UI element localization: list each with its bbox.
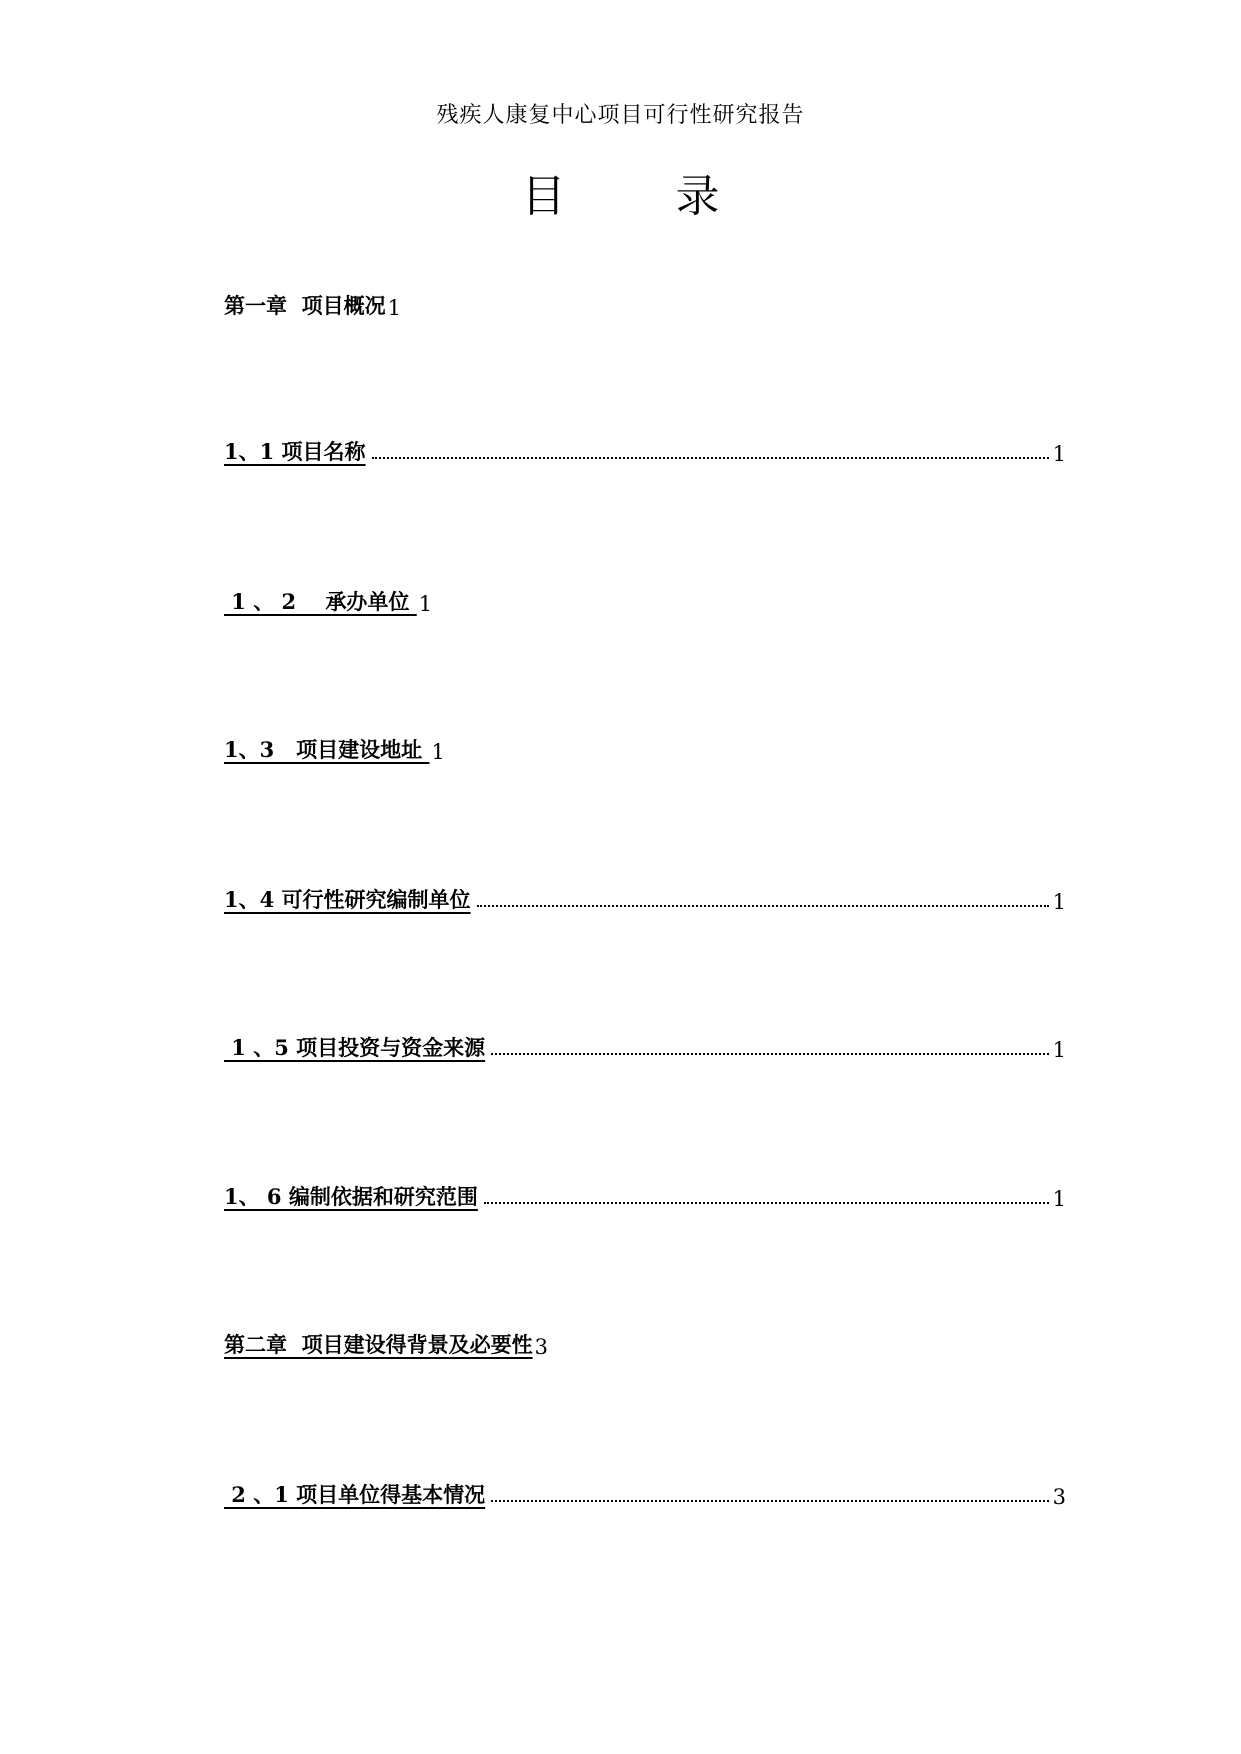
toc-entry-page: 1	[387, 296, 401, 320]
toc-entry-page: 3	[1052, 1485, 1066, 1509]
toc-entry-page: 1	[1052, 890, 1066, 914]
toc-entry-1-1[interactable]	[224, 432, 1066, 466]
toc-entry-page: 1	[1052, 1038, 1066, 1062]
toc-dot-leader	[491, 1500, 1048, 1502]
toc-entry-page: 3	[534, 1335, 548, 1359]
toc-entry-1-5[interactable]	[224, 1028, 1066, 1062]
toc-entry-page: 1	[431, 740, 445, 764]
toc-dot-leader	[484, 1202, 1049, 1204]
toc-title-char-2: 录	[675, 171, 720, 222]
toc-entry-page: 1	[1052, 442, 1066, 466]
toc-title-char-1: 目	[521, 171, 566, 222]
toc-dot-leader	[477, 905, 1049, 907]
toc-entry-1-4[interactable]	[224, 880, 1066, 914]
toc-entry-page: 1	[418, 592, 433, 616]
toc-dot-leader	[491, 1053, 1048, 1055]
toc-entry-label: 1、1 项目名称	[224, 439, 366, 464]
toc-dot-leader	[372, 457, 1049, 459]
toc-entry-2-1[interactable]	[224, 1475, 1066, 1509]
toc-entry-label: 1、4 可行性研究编制单位	[224, 887, 471, 912]
toc-entry-1-3[interactable]	[224, 730, 1066, 764]
toc-entry-label: 1、 6 编制依据和研究范围	[224, 1184, 478, 1209]
toc-entry-1-2[interactable]	[224, 582, 1066, 616]
toc-entry-1-6[interactable]	[224, 1177, 1066, 1211]
toc-entry-chapter-2[interactable]	[224, 1325, 1066, 1359]
toc-entry-label: 第二章 项目建设得背景及必要性	[224, 1332, 533, 1357]
toc-entry-page: 1	[1052, 1187, 1066, 1211]
toc-entry-label: 第一章 项目概况	[224, 293, 386, 318]
toc-entry-chapter-1[interactable]	[224, 286, 1066, 320]
running-header: 残疾人康复中心项目可行性研究报告	[436, 103, 805, 128]
toc-entry-label: 1、3 项目建设地址	[224, 737, 430, 762]
toc-entry-label: 1 、5 项目投资与资金来源	[224, 1035, 486, 1060]
toc-entry-label: 2 、1 项目单位得基本情况	[224, 1482, 486, 1507]
toc-entry-label: 1 、 2 承办单位	[224, 589, 417, 614]
toc-title	[0, 160, 1241, 224]
